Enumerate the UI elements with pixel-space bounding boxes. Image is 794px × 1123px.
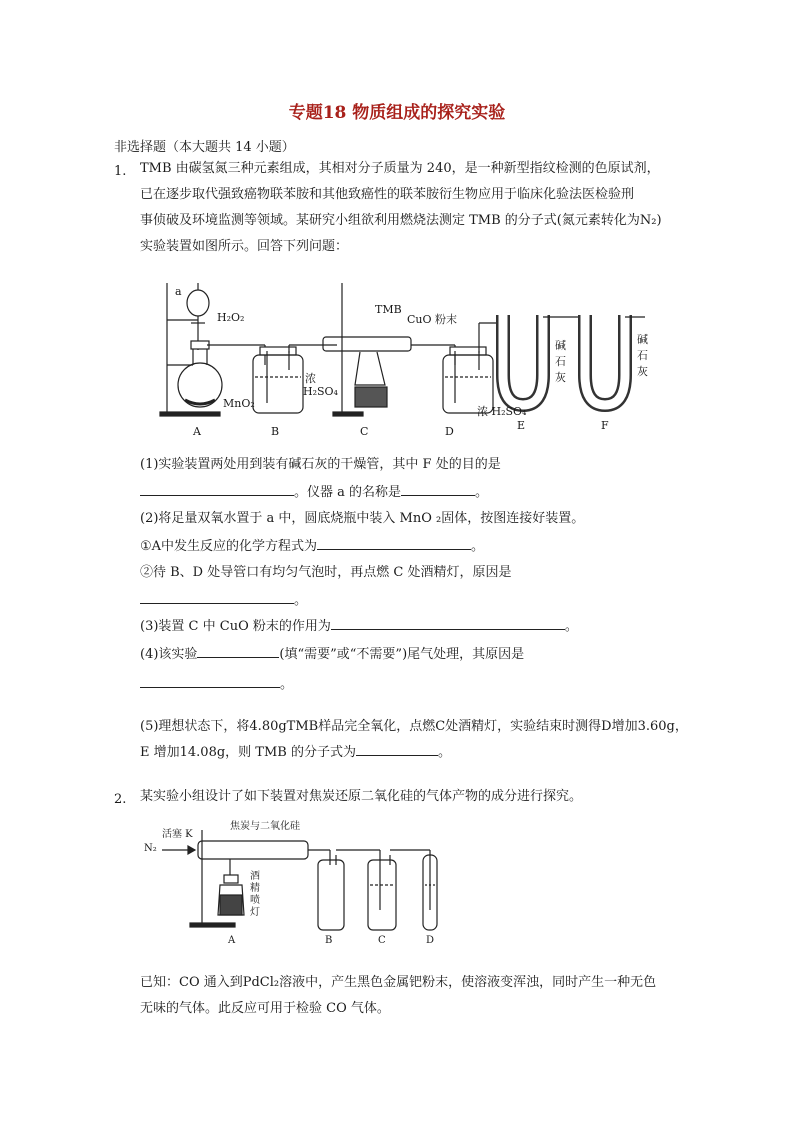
q2-known-line1: 已知：CO 通入到PdCl₂溶液中，产生黑色金属钯粉末，使溶液变浑浊，同时产生一种无色 bbox=[140, 975, 657, 990]
fig2-label-huosai: 活塞 K bbox=[162, 829, 193, 840]
q1-sub5-line2: E 增加14.08g，则 TMB 的分子式为 。 bbox=[140, 740, 451, 766]
answer-blank-3[interactable] bbox=[317, 535, 471, 550]
q1-line-3: 事侦破及环境监测等领域。某研究小组欲利用燃烧法测定 TMB 的分子式(氮元素转化为N₂) bbox=[140, 213, 662, 228]
question-number-2: 2. bbox=[114, 792, 127, 807]
fig1-label-tmb: TMB bbox=[375, 303, 402, 316]
fig2-label-A: A bbox=[228, 935, 236, 946]
figure-1-labels bbox=[155, 275, 655, 445]
q1-sub2b-answer: 。 bbox=[140, 588, 307, 614]
answer-blank-6[interactable] bbox=[197, 643, 279, 658]
q1-sub3: (3)装置 C 中 CuO 粉末的作用为 。 bbox=[140, 614, 578, 640]
answer-blank-5[interactable] bbox=[331, 615, 565, 630]
fig1-label-a: a bbox=[175, 285, 182, 298]
fig1-label-nong-h2so4: 浓 H₂SO₄ bbox=[477, 405, 527, 418]
figure-2-labels bbox=[140, 815, 460, 950]
fig1-label-B: B bbox=[271, 425, 280, 438]
fig1-label-h2so4: H₂SO₄ bbox=[303, 385, 338, 398]
answer-blank-8[interactable] bbox=[356, 741, 438, 756]
section-heading: 非选择题（本大题共 14 小题） bbox=[114, 140, 295, 155]
fig2-label-C: C bbox=[378, 935, 386, 946]
fig2-label-pen: 喷 bbox=[250, 895, 260, 906]
fig1-label-h2o2: H₂O₂ bbox=[217, 311, 245, 324]
fig2-label-deng: 灯 bbox=[250, 907, 260, 918]
fig1-label-nong: 浓 bbox=[305, 372, 316, 385]
page-title: 专题18 物质组成的探究实验 bbox=[288, 103, 506, 123]
fig1-label-hui: 灰 bbox=[555, 371, 566, 384]
q1-sub4: (4)该实验 (填“需要”或“不需要”)尾气处理，其原因是 bbox=[140, 642, 524, 668]
q2-line: 某实验小组设计了如下装置对焦炭还原二氧化硅的气体产物的成分进行探究。 bbox=[140, 789, 583, 804]
answer-blank-4[interactable] bbox=[140, 589, 294, 604]
fig1-label-shi-2: 石 bbox=[637, 349, 648, 362]
fig2-label-jiaotan: 焦炭与二氧化硅 bbox=[230, 821, 300, 832]
q1-line-4: 实验装置如图所示。回答下列问题： bbox=[140, 239, 349, 254]
q1-sub5-line1: (5)理想状态下，将4.80gTMB样品完全氧化，点燃C处酒精灯，实验结束时测得D增加3.60g， bbox=[140, 719, 688, 734]
q1-sub1-line1: (1)实验装置两处用到装有碱石灰的干燥管，其中 F 处的目的是 bbox=[140, 457, 501, 472]
question-number-1: 1. bbox=[114, 164, 127, 179]
fig1-label-shi: 石 bbox=[555, 355, 566, 368]
q1-sub1-line2: 。仪器 a 的名称是 。 bbox=[140, 480, 488, 506]
q1-sub2b: ②待 B、D 处导管口有均匀气泡时，再点燃 C 处酒精灯，原因是 bbox=[140, 565, 512, 580]
fig1-label-jian-2: 碱 bbox=[637, 333, 648, 346]
fig1-label-cuo: CuO 粉末 bbox=[407, 313, 458, 326]
q1-line-1: TMB 由碳氢氮三种元素组成，其相对分子质量为 240，是一种新型指纹检测的色原试剂， bbox=[140, 161, 660, 176]
answer-blank-7[interactable] bbox=[140, 673, 280, 688]
fig2-label-jing: 精 bbox=[250, 883, 260, 894]
q1-sub2a: ①A中发生反应的化学方程式为 。 bbox=[140, 534, 484, 560]
fig1-label-mno2: MnO₂ bbox=[223, 397, 255, 410]
fig2-label-D: D bbox=[426, 935, 435, 946]
fig1-label-jian: 碱 bbox=[555, 339, 566, 352]
fig1-label-F: F bbox=[601, 419, 609, 432]
q2-known-line2: 无味的气体。此反应可用于检验 CO 气体。 bbox=[140, 1001, 390, 1016]
fig2-label-jiu: 酒 bbox=[250, 871, 260, 882]
q1-sub2: (2)将足量双氧水置于 a 中，圆底烧瓶中装入 MnO ₂固体，按图连接好装置。 bbox=[140, 511, 585, 526]
fig1-label-hui-2: 灰 bbox=[637, 365, 648, 378]
answer-blank-2[interactable] bbox=[401, 481, 475, 496]
fig1-label-D: D bbox=[445, 425, 454, 438]
fig1-label-C: C bbox=[360, 425, 369, 438]
q1-line-2: 已在逐步取代强致癌物联苯胺和其他致癌性的联苯胺衍生物应用于临床化验法医检验刑 bbox=[140, 187, 635, 202]
fig2-label-n2: N₂ bbox=[144, 843, 157, 854]
fig2-label-B: B bbox=[325, 935, 333, 946]
q1-sub4-answer: 。 bbox=[140, 672, 293, 698]
fig1-label-A: A bbox=[193, 425, 201, 438]
fig1-label-E: E bbox=[517, 419, 526, 432]
answer-blank-1[interactable] bbox=[140, 481, 294, 496]
